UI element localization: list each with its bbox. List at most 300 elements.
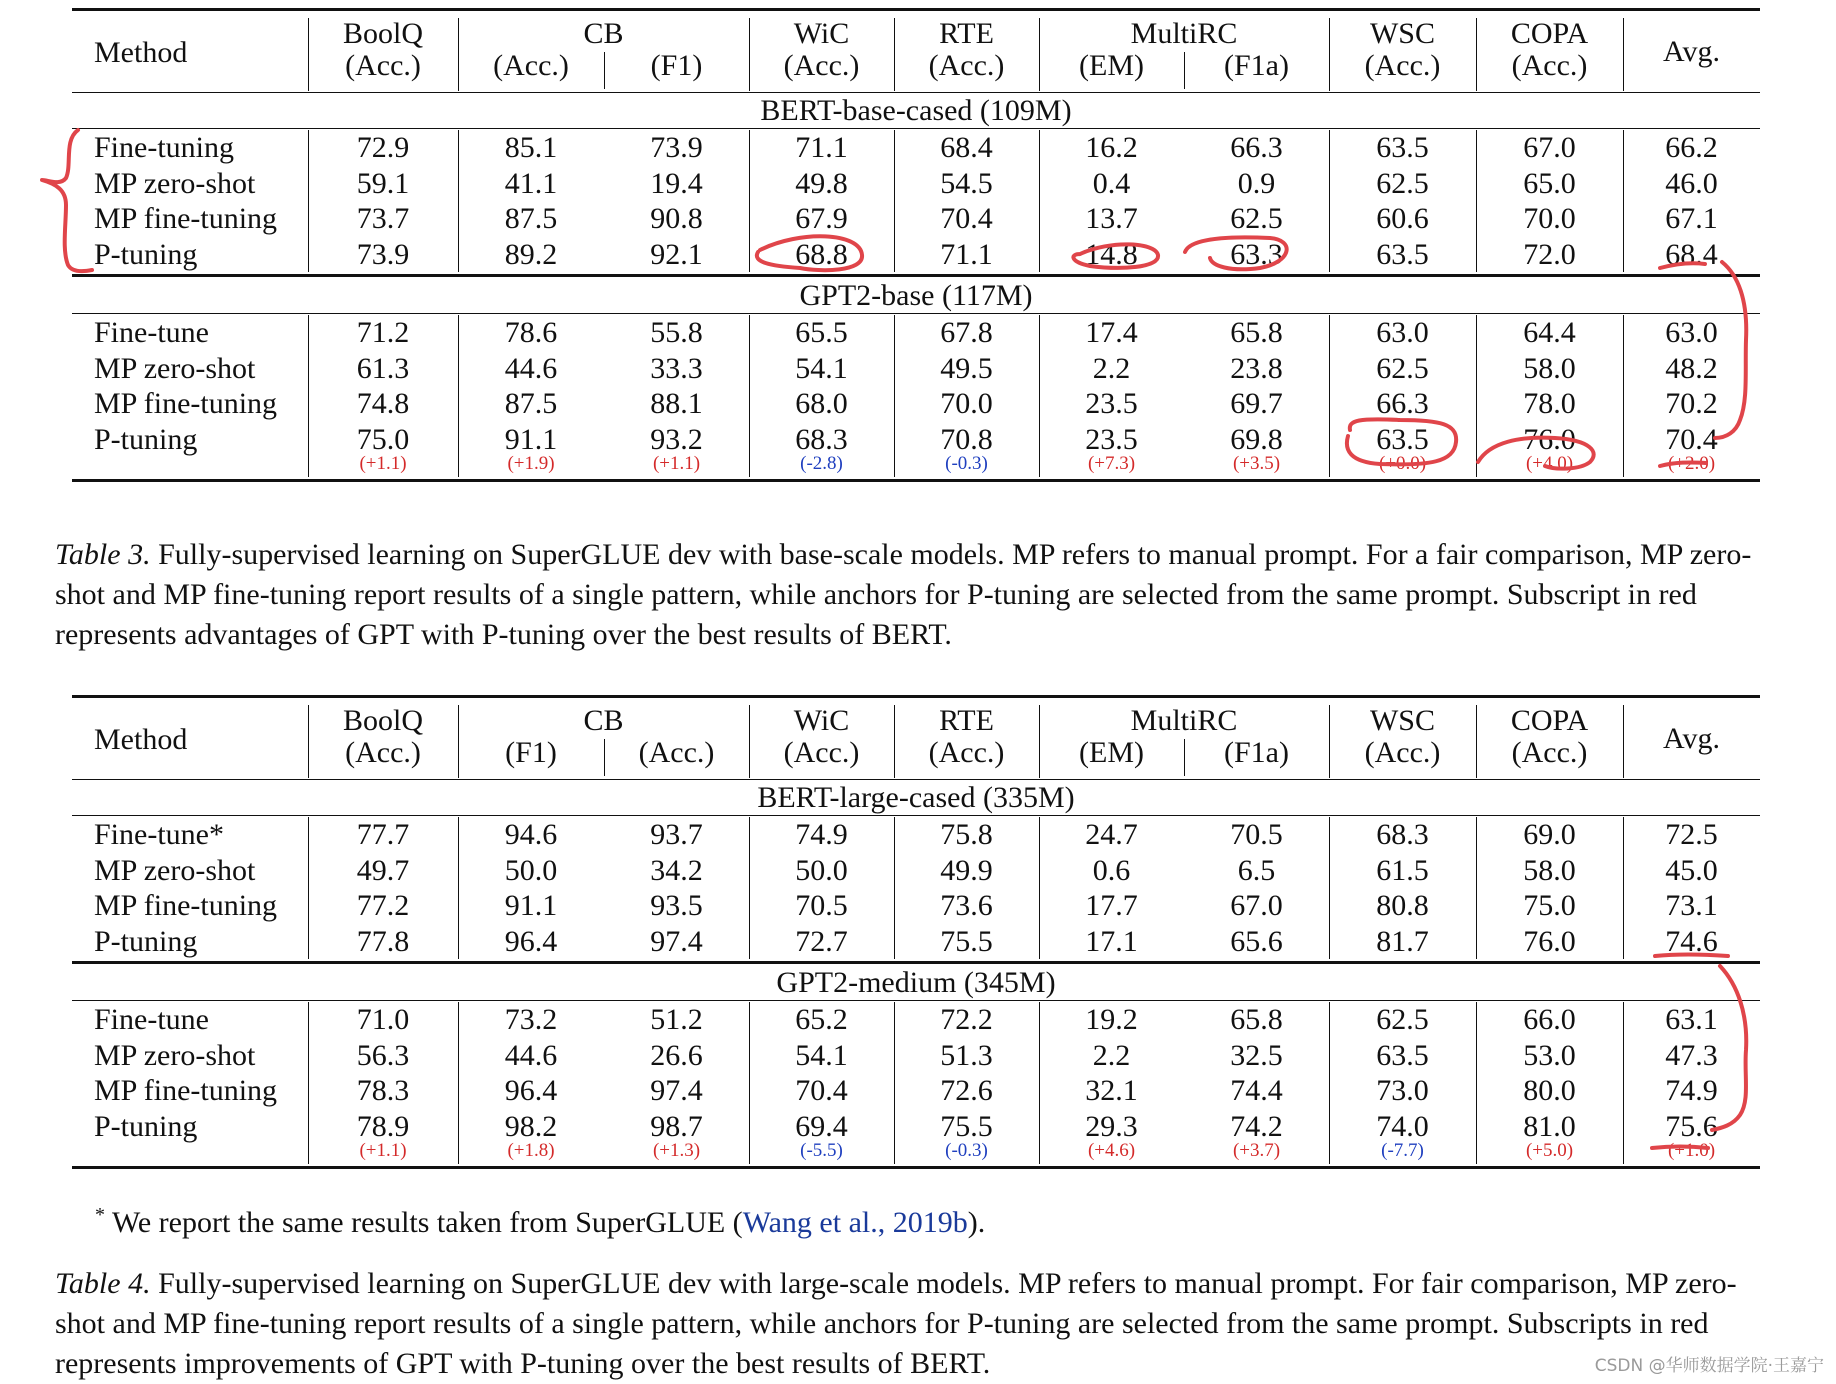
value-cell: 73.9 — [356, 237, 410, 271]
value-cell: 63.0 — [1376, 316, 1429, 349]
method-cell: MP zero-shot — [94, 351, 256, 385]
value-cell: 69.0 — [1523, 818, 1576, 851]
method-cell: MP fine-tuning — [94, 202, 278, 235]
delta-cell: (+1.8) — [507, 1140, 555, 1161]
value-cell: 68.4 — [1665, 237, 1718, 271]
value-cell: 62.5 — [1376, 351, 1429, 385]
delta-cell: (-0.3) — [945, 453, 988, 474]
value-cell: 78.9 — [356, 1109, 410, 1143]
value-cell: 70.4 — [795, 1074, 848, 1107]
value-cell: 68.3 — [1376, 818, 1429, 851]
value-cell: 54.5 — [940, 166, 993, 200]
value-cell: 56.3 — [356, 1038, 410, 1072]
method-header: Method — [94, 723, 188, 756]
column-divider — [308, 1002, 309, 1164]
value-cell: 61.3 — [356, 351, 410, 385]
method-cell: MP fine-tuning — [94, 387, 278, 420]
value-cell: 66.3 — [1376, 387, 1429, 420]
value-cell: 32.5 — [1230, 1038, 1283, 1072]
value-cell: 74.2 — [1230, 1109, 1283, 1143]
value-cell: 70.2 — [1665, 387, 1718, 420]
value-cell: 63.5 — [1376, 131, 1429, 164]
value-cell: 77.7 — [356, 818, 410, 851]
value-cell: 63.1 — [1665, 1003, 1718, 1036]
column-divider — [894, 817, 895, 959]
column-group-header: WSC — [1369, 17, 1435, 50]
sub-column-divider — [604, 52, 605, 89]
delta-row — [72, 453, 1760, 475]
value-cell: 73.2 — [504, 1003, 558, 1036]
value-cell: 68.4 — [940, 131, 993, 164]
delta-cell: (-0.3) — [945, 1140, 988, 1161]
value-cell: 77.8 — [356, 924, 410, 958]
value-cell: 0.6 — [1092, 853, 1131, 887]
value-cell: 91.1 — [504, 422, 558, 456]
value-cell: 68.0 — [795, 387, 848, 420]
sub-column-divider — [1184, 739, 1185, 776]
value-cell: 75.0 — [1523, 889, 1576, 922]
method-cell: P-tuning — [94, 1109, 198, 1143]
column-divider — [458, 1002, 459, 1164]
table-3 — [72, 8, 1760, 483]
column-group-header: MultiRC — [1130, 17, 1238, 50]
delta-cell: (-7.7) — [1381, 1140, 1424, 1161]
value-cell: 24.7 — [1085, 818, 1138, 851]
value-cell: 72.2 — [940, 1003, 993, 1036]
value-cell: 69.8 — [1230, 422, 1283, 456]
value-cell: 67.0 — [1523, 131, 1576, 164]
column-divider — [458, 705, 459, 778]
value-cell: 67.8 — [940, 316, 993, 349]
value-cell: 71.0 — [356, 1003, 410, 1036]
value-cell: 62.5 — [1376, 1003, 1429, 1036]
value-cell: 74.9 — [795, 818, 848, 851]
top-rule — [72, 695, 1760, 698]
delta-cell: (+1.1) — [652, 453, 701, 474]
section-title: BERT-large-cased (335M) — [757, 781, 1075, 814]
value-cell: 34.2 — [650, 853, 703, 887]
method-cell: P-tuning — [94, 924, 198, 958]
value-cell: 78.6 — [504, 316, 558, 349]
column-divider — [1623, 817, 1624, 959]
footnote-end: ). — [967, 1206, 986, 1239]
value-cell: 73.1 — [1665, 889, 1718, 922]
value-cell: 54.1 — [795, 1038, 848, 1072]
column-divider — [749, 817, 750, 959]
value-cell: 2.2 — [1092, 1038, 1131, 1072]
value-cell: 50.0 — [795, 853, 848, 887]
value-cell: 53.0 — [1523, 1038, 1576, 1072]
value-cell: 62.5 — [1376, 166, 1429, 200]
value-cell: 74.0 — [1376, 1109, 1429, 1143]
method-cell: MP fine-tuning — [94, 1074, 278, 1107]
value-cell: 65.8 — [1230, 1003, 1283, 1036]
table-4 — [72, 695, 1760, 1170]
value-cell: 76.0 — [1523, 924, 1576, 958]
value-cell: 60.6 — [1376, 202, 1429, 235]
value-cell: 33.3 — [650, 351, 703, 385]
section-separator-rule — [72, 274, 1760, 277]
value-cell: 49.9 — [940, 853, 993, 887]
value-cell: 17.4 — [1085, 316, 1138, 349]
value-cell: 94.6 — [504, 818, 558, 851]
column-divider — [1623, 705, 1624, 778]
column-divider — [1039, 315, 1040, 477]
column-sub-header: (Acc.) — [928, 736, 1005, 769]
value-cell: 75.5 — [940, 924, 993, 958]
column-divider — [894, 130, 895, 272]
value-cell: 67.1 — [1665, 202, 1718, 235]
method-cell: Fine-tune* — [94, 818, 224, 851]
column-group-header: Avg. — [1663, 722, 1720, 755]
column-divider — [749, 18, 750, 91]
value-cell: 96.4 — [504, 924, 558, 958]
value-cell: 88.1 — [650, 387, 703, 420]
value-cell: 65.5 — [795, 316, 848, 349]
value-cell: 73.0 — [1376, 1074, 1429, 1107]
column-group-header: WSC — [1369, 704, 1435, 737]
column-group-header: BoolQ — [342, 17, 423, 50]
column-sub-header: (F1a) — [1224, 736, 1289, 769]
column-divider — [1476, 1002, 1477, 1164]
section-title: GPT2-medium (345M) — [776, 966, 1056, 999]
value-cell: 63.5 — [1376, 237, 1429, 271]
column-sub-header: (Acc.) — [1511, 49, 1588, 82]
value-cell: 63.0 — [1665, 316, 1718, 349]
delta-cell: (+1.9) — [507, 453, 555, 474]
value-cell: 17.7 — [1085, 889, 1138, 922]
value-cell: 73.9 — [650, 131, 703, 164]
value-cell: 75.5 — [940, 1109, 993, 1143]
value-cell: 67.0 — [1230, 889, 1283, 922]
column-group-header: WiC — [793, 17, 850, 50]
section-title: GPT2-base (117M) — [799, 279, 1033, 312]
column-divider — [308, 705, 309, 778]
section-rule — [72, 128, 1760, 129]
delta-cell: (+1.3) — [652, 1140, 701, 1161]
column-group-header: WiC — [793, 704, 850, 737]
value-cell: 72.9 — [356, 131, 410, 164]
table-row — [72, 853, 1760, 888]
value-cell: 68.8 — [795, 237, 848, 271]
value-cell: 75.6 — [1665, 1109, 1718, 1143]
value-cell: 69.4 — [795, 1109, 848, 1143]
value-cell: 98.7 — [650, 1109, 703, 1143]
section-separator-rule — [72, 961, 1760, 964]
value-cell: 70.5 — [795, 889, 848, 922]
table-row — [72, 315, 1760, 350]
value-cell: 29.3 — [1085, 1109, 1138, 1143]
column-divider — [1623, 130, 1624, 272]
table-row — [72, 237, 1760, 272]
value-cell: 13.7 — [1085, 202, 1138, 235]
column-divider — [1329, 315, 1330, 477]
section-title: BERT-base-cased (109M) — [760, 94, 1072, 127]
value-cell: 49.8 — [795, 166, 848, 200]
value-cell: 87.5 — [504, 387, 558, 420]
value-cell: 46.0 — [1665, 166, 1718, 200]
column-divider — [894, 315, 895, 477]
value-cell: 58.0 — [1523, 351, 1576, 385]
bottom-rule — [72, 1166, 1760, 1169]
value-cell: 77.2 — [356, 889, 410, 922]
value-cell: 0.4 — [1092, 166, 1131, 200]
table-4-caption — [55, 1264, 1785, 1384]
delta-cell: (-5.5) — [800, 1140, 843, 1161]
value-cell: 87.5 — [504, 202, 558, 235]
column-group-header: RTE — [939, 704, 994, 737]
value-cell: 64.4 — [1523, 316, 1576, 349]
delta-cell: (+4.0) — [1525, 453, 1574, 474]
method-header: Method — [94, 36, 188, 69]
value-cell: 97.4 — [650, 1074, 703, 1107]
method-cell: MP zero-shot — [94, 166, 256, 200]
footnote-mark: * — [95, 1204, 105, 1226]
delta-cell: (+2.0) — [1667, 453, 1716, 474]
column-divider — [894, 705, 895, 778]
value-cell: 51.3 — [940, 1038, 993, 1072]
column-sub-header: (F1) — [650, 49, 703, 82]
table-row — [72, 386, 1760, 421]
column-divider — [1476, 817, 1477, 959]
value-cell: 66.0 — [1523, 1003, 1576, 1036]
value-cell: 74.8 — [356, 387, 410, 420]
table-row — [72, 1038, 1760, 1073]
column-divider — [1039, 817, 1040, 959]
value-cell: 17.1 — [1085, 924, 1138, 958]
value-cell: 75.0 — [356, 422, 410, 456]
value-cell: 89.2 — [504, 237, 558, 271]
section-rule — [72, 815, 1760, 816]
delta-cell: (+1.0) — [1667, 1140, 1716, 1161]
value-cell: 23.5 — [1085, 422, 1138, 456]
column-divider — [894, 18, 895, 91]
value-cell: 90.8 — [650, 202, 703, 235]
table-row — [72, 1073, 1760, 1108]
column-divider — [458, 817, 459, 959]
value-cell: 70.4 — [940, 202, 993, 235]
method-cell: Fine-tune — [94, 1003, 209, 1036]
table-row — [72, 817, 1760, 852]
value-cell: 55.8 — [650, 316, 703, 349]
column-divider — [1476, 130, 1477, 272]
value-cell: 65.2 — [795, 1003, 848, 1036]
table-row — [72, 201, 1760, 236]
column-group-header: COPA — [1510, 17, 1589, 50]
value-cell: 73.6 — [940, 889, 993, 922]
column-sub-header: (Acc.) — [493, 49, 569, 82]
bottom-rule — [72, 479, 1760, 482]
column-divider — [1476, 18, 1477, 91]
column-sub-header: (EM) — [1079, 736, 1144, 769]
value-cell: 66.2 — [1665, 131, 1718, 164]
value-cell: 73.7 — [356, 202, 410, 235]
column-sub-header: (EM) — [1079, 49, 1144, 82]
table-row — [72, 130, 1760, 165]
table-row — [72, 1002, 1760, 1037]
column-divider — [1039, 705, 1040, 778]
column-divider — [308, 130, 309, 272]
footnote-text: We report the same results taken from SuperGLUE ( — [105, 1206, 743, 1239]
column-divider — [1476, 315, 1477, 477]
value-cell: 62.5 — [1230, 202, 1283, 235]
delta-cell: (+7.3) — [1087, 453, 1136, 474]
value-cell: 61.5 — [1376, 853, 1429, 887]
value-cell: 44.6 — [504, 351, 558, 385]
column-divider — [1329, 705, 1330, 778]
value-cell: 6.5 — [1237, 853, 1276, 887]
method-cell: P-tuning — [94, 422, 198, 456]
value-cell: 71.1 — [795, 131, 848, 164]
section-rule — [72, 1000, 1760, 1001]
value-cell: 0.9 — [1237, 166, 1276, 200]
column-group-header: CB — [583, 17, 624, 50]
table-4-caption-text: Fully-supervised learning on SuperGLUE dev with large-scale models. MP refers to manual prompt. For fair comparison, MP zero-shot and MP fine-tuning report results of a single pattern, while anchors for P-tuning are selected from the same prompt. Subscripts in red represents improvements of GPT with P-tuning over the best results of BERT. — [55, 1267, 1737, 1380]
value-cell: 65.0 — [1523, 166, 1576, 200]
value-cell: 70.0 — [1523, 202, 1576, 235]
value-cell: 50.0 — [504, 853, 558, 887]
column-divider — [308, 817, 309, 959]
citation-link[interactable]: Wang et al., 2019b — [742, 1206, 968, 1239]
value-cell: 85.1 — [504, 131, 558, 164]
value-cell: 32.1 — [1085, 1074, 1138, 1107]
delta-cell: (+5.0) — [1525, 1140, 1574, 1161]
value-cell: 71.1 — [940, 237, 993, 271]
value-cell: 70.0 — [940, 387, 993, 420]
value-cell: 63.5 — [1376, 422, 1429, 456]
column-divider — [308, 18, 309, 91]
method-cell: Fine-tune — [94, 316, 209, 349]
value-cell: 74.9 — [1665, 1074, 1718, 1107]
value-cell: 45.0 — [1665, 853, 1718, 887]
delta-cell: (+1.1) — [359, 1140, 407, 1161]
column-divider — [1329, 817, 1330, 959]
column-divider — [1623, 1002, 1624, 1164]
value-cell: 72.0 — [1523, 237, 1576, 271]
column-divider — [749, 315, 750, 477]
value-cell: 76.0 — [1523, 422, 1576, 456]
value-cell: 70.5 — [1230, 818, 1283, 851]
method-cell: Fine-tuning — [94, 131, 234, 164]
watermark: CSDN @华师数据学院·王嘉宁 — [1594, 1356, 1824, 1376]
top-rule — [72, 8, 1760, 11]
column-group-header: MultiRC — [1130, 704, 1238, 737]
value-cell: 80.0 — [1523, 1074, 1576, 1107]
value-cell: 65.8 — [1230, 316, 1283, 349]
sub-column-divider — [604, 739, 605, 776]
value-cell: 69.7 — [1230, 387, 1283, 420]
value-cell: 2.2 — [1092, 351, 1131, 385]
value-cell: 72.6 — [940, 1074, 993, 1107]
value-cell: 92.1 — [650, 237, 703, 271]
delta-cell: (+3.5) — [1232, 453, 1281, 474]
table-4-footnote — [95, 1197, 985, 1241]
value-cell: 68.3 — [795, 422, 848, 456]
method-cell: MP zero-shot — [94, 1038, 256, 1072]
column-group-header: COPA — [1510, 704, 1589, 737]
column-divider — [1329, 1002, 1330, 1164]
value-cell: 93.7 — [650, 818, 703, 851]
value-cell: 14.8 — [1085, 237, 1138, 271]
value-cell: 47.3 — [1665, 1038, 1718, 1072]
table-row — [72, 351, 1760, 386]
value-cell: 81.0 — [1523, 1109, 1576, 1143]
column-divider — [1039, 18, 1040, 91]
value-cell: 19.2 — [1085, 1003, 1138, 1036]
value-cell: 48.2 — [1665, 351, 1718, 385]
value-cell: 72.5 — [1665, 818, 1718, 851]
method-cell: P-tuning — [94, 237, 198, 271]
value-cell: 91.1 — [504, 889, 558, 922]
value-cell: 78.3 — [356, 1074, 410, 1107]
value-cell: 78.0 — [1523, 387, 1576, 420]
value-cell: 63.3 — [1230, 237, 1283, 271]
column-sub-header: (Acc.) — [928, 49, 1005, 82]
delta-cell: (-2.8) — [800, 453, 843, 474]
table-3-caption-text: Fully-supervised learning on SuperGLUE dev with base-scale models. MP refers to manual prompt. For a fair comparison, MP zero-shot and MP fine-tuning report results of a single pattern, while anchors for P-tuning are selected from the same prompt. Subscript in red represents advantages of GPT with P-tuning over the best results of BERT. — [55, 538, 1752, 651]
column-sub-header: (F1a) — [1224, 49, 1289, 82]
value-cell: 70.4 — [1665, 422, 1718, 456]
value-cell: 65.6 — [1230, 924, 1283, 958]
column-sub-header: (Acc.) — [783, 736, 860, 769]
column-divider — [1329, 130, 1330, 272]
value-cell: 23.5 — [1085, 387, 1138, 420]
value-cell: 67.9 — [795, 202, 848, 235]
method-cell: MP zero-shot — [94, 853, 256, 887]
value-cell: 66.3 — [1230, 131, 1283, 164]
value-cell: 74.4 — [1230, 1074, 1283, 1107]
table-4-caption-label: Table 4. — [55, 1267, 151, 1300]
value-cell: 26.6 — [650, 1038, 703, 1072]
table-3-caption-label: Table 3. — [55, 538, 151, 571]
column-divider — [1039, 1002, 1040, 1164]
value-cell: 59.1 — [356, 166, 410, 200]
table-3-caption — [55, 535, 1785, 655]
value-cell: 41.1 — [504, 166, 558, 200]
value-cell: 54.1 — [795, 351, 848, 385]
column-divider — [749, 705, 750, 778]
column-divider — [749, 130, 750, 272]
value-cell: 81.7 — [1376, 924, 1429, 958]
column-group-header: CB — [583, 704, 624, 737]
value-cell: 49.5 — [940, 351, 993, 385]
value-cell: 23.8 — [1230, 351, 1283, 385]
delta-cell: (+1.1) — [359, 453, 407, 474]
column-divider — [1329, 18, 1330, 91]
value-cell: 19.4 — [650, 166, 703, 200]
column-divider — [749, 1002, 750, 1164]
delta-cell: (+3.7) — [1232, 1140, 1281, 1161]
column-divider — [1476, 705, 1477, 778]
column-sub-header: (Acc.) — [1364, 736, 1441, 769]
value-cell: 71.2 — [356, 316, 410, 349]
table-row — [72, 1109, 1760, 1144]
value-cell: 72.7 — [795, 924, 848, 958]
value-cell: 70.8 — [940, 422, 993, 456]
value-cell: 93.5 — [650, 889, 703, 922]
column-divider — [458, 130, 459, 272]
column-divider — [458, 315, 459, 477]
value-cell: 51.2 — [650, 1003, 703, 1036]
column-divider — [1039, 130, 1040, 272]
column-group-header: RTE — [939, 17, 994, 50]
column-sub-header: (Acc.) — [638, 736, 715, 769]
column-group-header: BoolQ — [342, 704, 423, 737]
table-row — [72, 166, 1760, 201]
column-divider — [458, 18, 459, 91]
column-sub-header: (Acc.) — [1511, 736, 1588, 769]
column-sub-header: (Acc.) — [783, 49, 860, 82]
